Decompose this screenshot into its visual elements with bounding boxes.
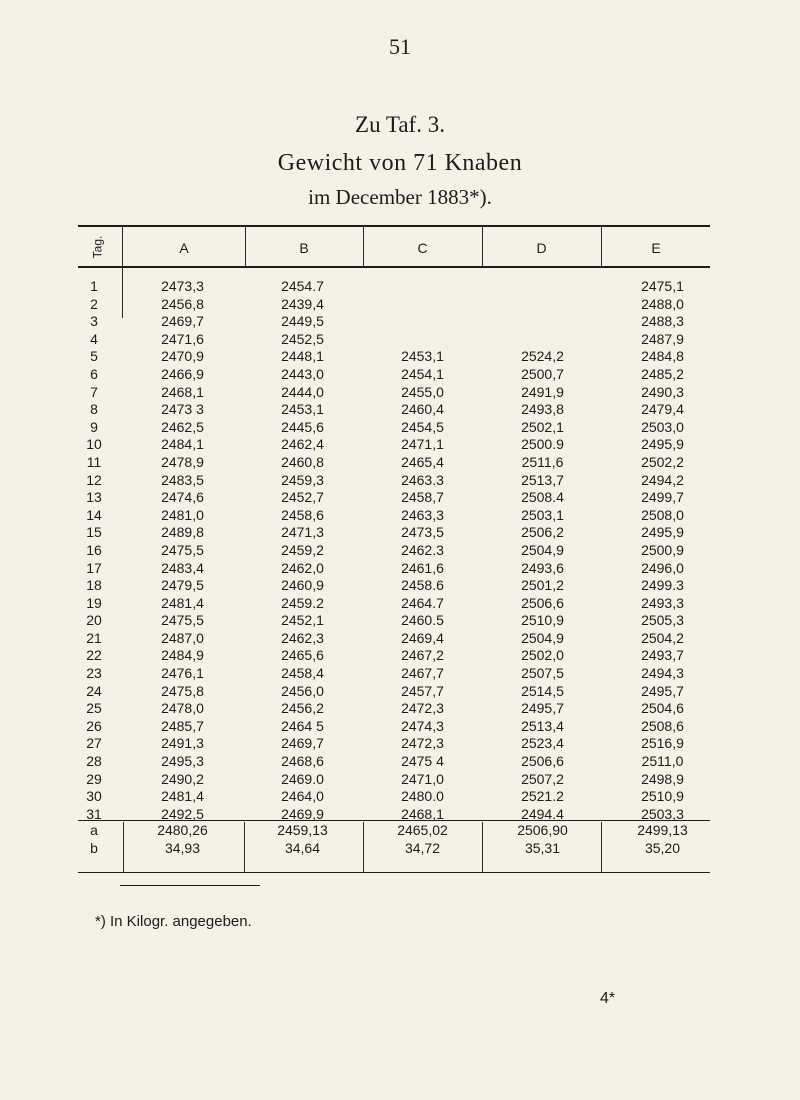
cell-a: 2480,26 <box>157 822 208 838</box>
table-row <box>0 806 800 824</box>
cell-d: 2521.2 <box>521 788 564 805</box>
day-cell: 21 <box>86 629 102 646</box>
table-row <box>0 665 800 683</box>
cell-e: 2494,2 <box>641 471 684 488</box>
day-cell: 1 <box>90 278 98 294</box>
cell-a: 2495,3 <box>161 753 204 770</box>
cell-a: 2484,1 <box>161 436 204 453</box>
cell-b: 2459,13 <box>277 822 328 838</box>
cell-a: 2468,1 <box>161 383 204 400</box>
cell-a: 2473,3 <box>161 278 204 294</box>
cell-d: 2507,5 <box>521 665 564 682</box>
table-row <box>0 384 800 402</box>
cell-c: 34,72 <box>404 839 441 856</box>
cell-d: 2491,9 <box>521 383 564 400</box>
cell-a: 2466,9 <box>161 365 204 382</box>
cell-e: 2490,3 <box>641 383 684 400</box>
table-row <box>0 436 800 454</box>
day-cell: 28 <box>86 753 102 770</box>
cell-c: 2461,6 <box>401 559 444 576</box>
table-row <box>0 595 800 613</box>
table-row <box>0 718 800 736</box>
cell-c: 2462.3 <box>401 541 444 558</box>
cell-b: 2452,7 <box>281 489 324 506</box>
cell-e: 2499,7 <box>641 489 684 506</box>
cell-a: 2492,5 <box>161 805 204 822</box>
cell-c: 2473,5 <box>401 524 444 541</box>
day-cell: 30 <box>86 788 102 805</box>
cell-e: 2493,7 <box>641 647 684 664</box>
cell-b: 2453,1 <box>281 401 324 418</box>
cell-b: 2468,6 <box>281 753 324 770</box>
cell-e: 2493,3 <box>641 594 684 611</box>
table-row <box>0 612 800 630</box>
cell-a: 2484,9 <box>161 647 204 664</box>
day-cell: 29 <box>86 770 102 787</box>
day-cell: 27 <box>86 735 102 752</box>
cell-c: 2463.3 <box>401 471 444 488</box>
cell-e: 2505,3 <box>641 612 684 629</box>
cell-a: 2475,5 <box>161 541 204 558</box>
cell-c: 2454,5 <box>401 418 444 435</box>
summary-row <box>0 840 800 858</box>
cell-e: 2495,9 <box>641 436 684 453</box>
cell-c: 2464.7 <box>401 594 444 611</box>
day-cell: 16 <box>86 541 102 558</box>
table-header-rule <box>78 266 710 268</box>
cell-e: 2479,4 <box>641 401 684 418</box>
day-cell: 4 <box>90 330 98 347</box>
cell-b: 2445,6 <box>281 418 324 435</box>
cell-e: 2504,6 <box>641 700 684 717</box>
cell-c: 2472,3 <box>401 700 444 717</box>
day-cell: 13 <box>86 489 102 506</box>
table-row <box>0 771 800 789</box>
cell-a: 2490,2 <box>161 770 204 787</box>
day-cell: 10 <box>86 436 102 453</box>
day-cell: 31 <box>86 805 102 822</box>
cell-e: 2488,0 <box>641 295 684 312</box>
cell-a: 2474,6 <box>161 489 204 506</box>
page-number: 51 <box>389 34 411 59</box>
cell-d: 2506,90 <box>517 822 568 838</box>
table-row <box>0 683 800 701</box>
day-cell: 11 <box>86 453 102 470</box>
cell-e: 2498,9 <box>641 770 684 787</box>
cell-e: 2496,0 <box>641 559 684 576</box>
cell-d: 2513,4 <box>521 717 564 734</box>
cell-c: 2467,2 <box>401 647 444 664</box>
cell-e: 2499.3 <box>641 577 684 594</box>
table-row <box>0 348 800 366</box>
day-cell: 7 <box>90 383 98 400</box>
cell-b: 2460,8 <box>281 453 324 470</box>
day-cell: 23 <box>86 665 102 682</box>
cell-a: 2483,5 <box>161 471 204 488</box>
cell-c: 2463,3 <box>401 506 444 523</box>
cell-a: 2487,0 <box>161 629 204 646</box>
cell-b: 2439,4 <box>281 295 324 312</box>
cell-a: 2481,4 <box>161 788 204 805</box>
cell-a: 2469,7 <box>161 313 204 330</box>
cell-e: 2475,1 <box>641 278 684 294</box>
cell-b: 2469.0 <box>281 770 324 787</box>
cell-c: 2454,1 <box>401 365 444 382</box>
weight-table-body <box>0 278 800 823</box>
table-row <box>0 542 800 560</box>
table-row <box>0 454 800 472</box>
cell-d: 2502,0 <box>521 647 564 664</box>
title-line-2: Gewicht von 71 Knaben <box>277 150 523 176</box>
cell-e: 2503,0 <box>641 418 684 435</box>
cell-e: 35,20 <box>644 839 681 856</box>
cell-a: 2456,8 <box>161 295 204 312</box>
day-cell: 24 <box>86 682 102 699</box>
cell-b: 2452,5 <box>281 330 324 347</box>
cell-b: 2459,3 <box>281 471 324 488</box>
cell-b: 2456,0 <box>281 682 324 699</box>
cell-a: 2481,4 <box>161 594 204 611</box>
day-cell: a <box>90 822 98 838</box>
day-cell: 22 <box>86 647 102 664</box>
day-cell: 9 <box>90 418 98 435</box>
cell-b: 2462,0 <box>281 559 324 576</box>
table-row <box>0 366 800 384</box>
cell-d: 2513,7 <box>521 471 564 488</box>
cell-e: 2485,2 <box>641 365 684 382</box>
cell-d: 2495,7 <box>521 700 564 717</box>
cell-b: 2465,6 <box>281 647 324 664</box>
cell-d: 2524,2 <box>521 348 564 365</box>
table-row <box>0 331 800 349</box>
title-line-1: Zu Taf. 3. <box>355 112 445 137</box>
cell-e: 2503,3 <box>641 805 684 822</box>
cell-c: 2469,4 <box>401 629 444 646</box>
table-row <box>0 278 800 296</box>
cell-d: 2494.4 <box>521 805 564 822</box>
table-row <box>0 507 800 525</box>
table-row <box>0 472 800 490</box>
cell-b: 2462,4 <box>281 436 324 453</box>
table-row <box>0 560 800 578</box>
cell-b: 2454.7 <box>281 278 324 294</box>
cell-a: 2473 3 <box>161 401 204 418</box>
signature-mark: 4* <box>600 990 616 1007</box>
cell-d: 2506,6 <box>521 594 564 611</box>
cell-b: 2458,6 <box>281 506 324 523</box>
day-cell: 15 <box>86 524 102 541</box>
column-header-tag: Tag. <box>90 235 104 259</box>
cell-d: 2502,1 <box>521 418 564 435</box>
cell-e: 2516,9 <box>641 735 684 752</box>
cell-b: 2462,3 <box>281 629 324 646</box>
cell-e: 2508,6 <box>641 717 684 734</box>
cell-b: 2456,2 <box>281 700 324 717</box>
cell-a: 2491,3 <box>161 735 204 752</box>
cell-d: 2523,4 <box>521 735 564 752</box>
day-cell: 17 <box>86 559 102 576</box>
day-cell: 26 <box>86 717 102 734</box>
cell-c: 2457,7 <box>401 682 444 699</box>
cell-e: 2510,9 <box>641 788 684 805</box>
cell-c: 2460.5 <box>401 612 444 629</box>
column-header-b: B <box>299 240 309 256</box>
footnote: *) In Kilogr. angegeben. <box>95 913 252 930</box>
cell-c: 2465,02 <box>397 822 448 838</box>
summary-rows <box>0 822 800 857</box>
day-cell: 8 <box>90 401 98 418</box>
cell-d: 2511,6 <box>521 453 564 470</box>
summary-row <box>0 822 800 840</box>
table-row <box>0 788 800 806</box>
cell-a: 2476,1 <box>161 665 204 682</box>
cell-d: 2514,5 <box>521 682 564 699</box>
cell-c: 2475 4 <box>401 753 444 770</box>
cell-b: 2471,3 <box>281 524 324 541</box>
footnote-rule <box>120 885 260 886</box>
table-row <box>0 700 800 718</box>
day-cell: 14 <box>86 506 102 523</box>
cell-c: 2458,7 <box>401 489 444 506</box>
table-row <box>0 419 800 437</box>
cell-b: 2459,2 <box>281 541 324 558</box>
table-row <box>0 647 800 665</box>
table-row <box>0 489 800 507</box>
cell-c: 2455,0 <box>401 383 444 400</box>
cell-b: 2458,4 <box>281 665 324 682</box>
day-cell: 12 <box>86 471 102 488</box>
cell-c: 2458.6 <box>401 577 444 594</box>
table-top-rule <box>78 225 710 227</box>
cell-a: 2471,6 <box>161 330 204 347</box>
cell-e: 2488,3 <box>641 313 684 330</box>
cell-e: 2484,8 <box>641 348 684 365</box>
day-cell: 19 <box>86 594 102 611</box>
cell-c: 2460,4 <box>401 401 444 418</box>
cell-d: 2501,2 <box>521 577 564 594</box>
cell-b: 2448,1 <box>281 348 324 365</box>
cell-d: 2508.4 <box>521 489 564 506</box>
table-row <box>0 753 800 771</box>
cell-d: 2493,6 <box>521 559 564 576</box>
day-cell: 18 <box>86 577 102 594</box>
cell-a: 34,93 <box>164 839 201 856</box>
cell-e: 2487,9 <box>641 330 684 347</box>
cell-e: 2502,2 <box>641 453 684 470</box>
cell-b: 2460,9 <box>281 577 324 594</box>
cell-a: 2485,7 <box>161 717 204 734</box>
title-line-3: im December 1883*). <box>308 185 492 209</box>
table-row <box>0 296 800 314</box>
cell-c: 2480.0 <box>401 788 444 805</box>
cell-b: 34,64 <box>284 839 321 856</box>
cell-c: 2468,1 <box>401 805 444 822</box>
cell-d: 2503,1 <box>521 506 564 523</box>
cell-a: 2478,9 <box>161 453 204 470</box>
table-row <box>0 630 800 648</box>
cell-a: 2489,8 <box>161 524 204 541</box>
cell-e: 2500,9 <box>641 541 684 558</box>
cell-b: 2459.2 <box>281 594 324 611</box>
cell-e: 2495,9 <box>641 524 684 541</box>
table-row <box>0 401 800 419</box>
cell-a: 2475,5 <box>161 612 204 629</box>
cell-d: 2493,8 <box>521 401 564 418</box>
cell-d: 35,31 <box>524 839 561 856</box>
cell-b: 2469,7 <box>281 735 324 752</box>
cell-c: 2471,0 <box>401 770 444 787</box>
table-row <box>0 735 800 753</box>
cell-b: 2464 5 <box>281 717 324 734</box>
table-row <box>0 577 800 595</box>
cell-a: 2479,5 <box>161 577 204 594</box>
table-row <box>0 313 800 331</box>
cell-d: 2500,7 <box>521 365 564 382</box>
day-cell: 20 <box>86 612 102 629</box>
cell-c: 2474,3 <box>401 717 444 734</box>
day-cell: 3 <box>90 313 98 330</box>
cell-b: 2464,0 <box>281 788 324 805</box>
day-cell: 5 <box>90 348 98 365</box>
day-cell: 25 <box>86 700 102 717</box>
cell-d: 2506,6 <box>521 753 564 770</box>
day-cell: b <box>90 839 98 856</box>
cell-c: 2467,7 <box>401 665 444 682</box>
cell-e: 2504,2 <box>641 629 684 646</box>
cell-c: 2471,1 <box>401 436 444 453</box>
cell-b: 2452,1 <box>281 612 324 629</box>
column-header-a: A <box>179 240 189 256</box>
cell-a: 2478,0 <box>161 700 204 717</box>
cell-c: 2453,1 <box>401 348 444 365</box>
cell-e: 2508,0 <box>641 506 684 523</box>
cell-d: 2507,2 <box>521 770 564 787</box>
day-cell: 6 <box>90 365 98 382</box>
day-cell: 2 <box>90 295 98 312</box>
cell-b: 2469,9 <box>281 805 324 822</box>
cell-a: 2470,9 <box>161 348 204 365</box>
cell-a: 2481,0 <box>161 506 204 523</box>
table-bottom-rule <box>78 872 710 873</box>
cell-e: 2499,13 <box>637 822 688 838</box>
cell-d: 2506,2 <box>521 524 564 541</box>
cell-d: 2504,9 <box>521 541 564 558</box>
cell-a: 2462,5 <box>161 418 204 435</box>
cell-d: 2500.9 <box>521 436 564 453</box>
cell-e: 2494,3 <box>641 665 684 682</box>
cell-a: 2475,8 <box>161 682 204 699</box>
column-header-d: D <box>536 240 547 256</box>
column-header-e: E <box>651 240 661 256</box>
cell-d: 2510,9 <box>521 612 564 629</box>
column-header-c: C <box>417 240 428 256</box>
cell-a: 2483,4 <box>161 559 204 576</box>
cell-b: 2449,5 <box>281 313 324 330</box>
table-row <box>0 524 800 542</box>
cell-b: 2443,0 <box>281 365 324 382</box>
cell-e: 2495,7 <box>641 682 684 699</box>
cell-e: 2511,0 <box>641 753 684 770</box>
cell-c: 2472,3 <box>401 735 444 752</box>
cell-b: 2444,0 <box>281 383 324 400</box>
cell-c: 2465,4 <box>401 453 444 470</box>
cell-d: 2504,9 <box>521 629 564 646</box>
